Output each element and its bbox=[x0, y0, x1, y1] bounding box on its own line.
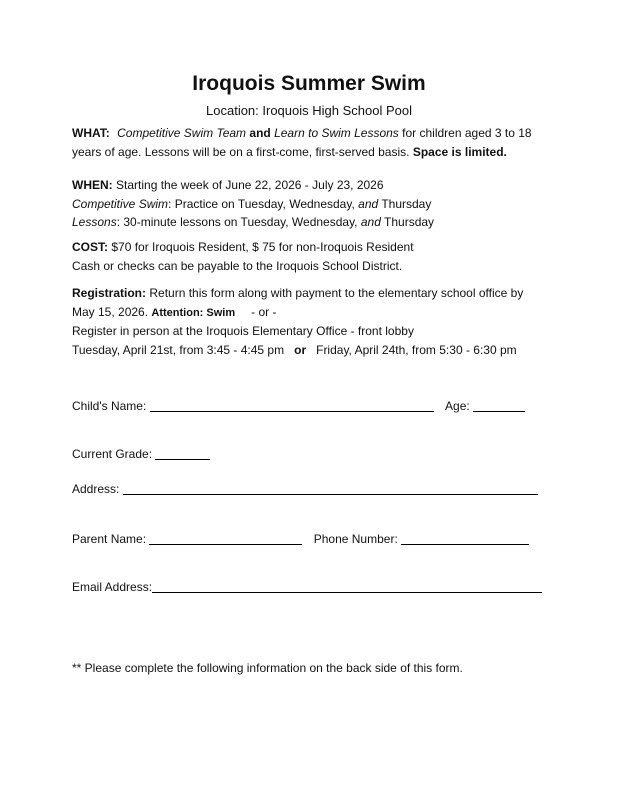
registration-or-divider: - or - bbox=[251, 304, 277, 319]
registration-in-person-text: Register in person at the Iroquois Elementary Office - front lobby bbox=[72, 324, 414, 338]
when-line-2 bbox=[72, 195, 544, 214]
when-line-3 bbox=[72, 213, 544, 232]
phone-number-label: Phone Number: bbox=[313, 532, 398, 546]
address-label: Address: bbox=[72, 482, 120, 496]
registration-line-2 bbox=[72, 303, 544, 323]
email-blank-line bbox=[152, 580, 542, 593]
page-title: Iroquois Summer Swim bbox=[192, 72, 426, 95]
age-label: Age: bbox=[445, 399, 470, 413]
when-lessons-day: Thursday bbox=[384, 215, 435, 229]
cost-line-2 bbox=[72, 257, 544, 276]
email-row bbox=[72, 580, 542, 594]
email-address-label: Email Address: bbox=[72, 580, 153, 594]
current-grade-row bbox=[72, 447, 210, 461]
registration-deadline: May 15, 2026. bbox=[72, 304, 149, 319]
parent-name-label: Parent Name: bbox=[72, 532, 147, 546]
when-swim-day: Thursday bbox=[381, 196, 432, 211]
parent-name-blank-line bbox=[149, 532, 302, 545]
cost-payment-note: Cash or checks can be payable to the Iroquois School District. bbox=[72, 258, 403, 273]
what-line-1 bbox=[72, 124, 544, 143]
cost-line-1 bbox=[72, 238, 544, 257]
address-row bbox=[72, 482, 538, 496]
registration-line-3 bbox=[72, 322, 544, 341]
registration-line-4 bbox=[72, 341, 544, 360]
what-label: WHAT: bbox=[72, 126, 110, 140]
what-space-limited: Space is limited. bbox=[412, 144, 507, 159]
what-lessons: Learn to Swim Lessons bbox=[274, 126, 399, 140]
current-grade-label: Current Grade: bbox=[72, 447, 153, 461]
what-and: and bbox=[249, 126, 271, 140]
when-swim-text: : Practice on Tuesday, Wednesday, bbox=[168, 196, 355, 211]
what-section bbox=[72, 124, 544, 161]
address-blank-line bbox=[123, 482, 538, 495]
what-line2-text: years of age. Lessons will be on a first-come, first-served basis. bbox=[72, 144, 410, 159]
child-name-row bbox=[72, 399, 525, 413]
child-name-label: Child's Name: bbox=[72, 399, 147, 413]
what-team: Competitive Swim Team bbox=[117, 126, 247, 140]
cost-section bbox=[72, 238, 544, 275]
parent-row bbox=[72, 532, 529, 546]
what-line1-rest: for children aged 3 to 18 bbox=[402, 126, 532, 140]
registration-return-text: Return this form along with payment to the elementary school office by bbox=[149, 286, 524, 300]
age-blank-line bbox=[473, 399, 525, 412]
registration-line-1 bbox=[72, 284, 544, 303]
when-dates: Starting the week of June 22, 2026 - July 23, 2026 bbox=[116, 178, 384, 192]
back-side-footnote: ** Please complete the following information on the back side of this form. bbox=[72, 661, 463, 675]
when-label: WHEN: bbox=[72, 178, 113, 192]
registration-section bbox=[72, 284, 544, 359]
when-section bbox=[72, 176, 544, 232]
location-subtitle: Location: Iroquois High School Pool bbox=[206, 103, 412, 118]
phone-number-blank-line bbox=[401, 532, 529, 545]
when-lessons-and: and bbox=[360, 215, 381, 229]
registration-option-1: Tuesday, April 21st, from 3:45 - 4:45 pm bbox=[72, 342, 285, 357]
cost-label: COST: bbox=[72, 240, 108, 254]
cost-amounts: $70 for Iroquois Resident, $ 75 for non-Iroquois Resident bbox=[111, 240, 414, 254]
registration-option-2: Friday, April 24th, from 5:30 - 6:30 pm bbox=[316, 342, 517, 357]
current-grade-blank-line bbox=[155, 447, 210, 460]
when-lessons-text: : 30-minute lessons on Tuesday, Wednesday, bbox=[116, 215, 358, 229]
registration-attention: Attention: Swim bbox=[151, 306, 236, 319]
when-swim-label: Competitive Swim bbox=[72, 196, 169, 211]
registration-or: or bbox=[294, 342, 307, 357]
when-swim-and: and bbox=[358, 196, 379, 211]
when-line-1 bbox=[72, 176, 544, 195]
what-line-2 bbox=[72, 143, 544, 162]
when-lessons-label: Lessons bbox=[72, 215, 117, 229]
registration-label: Registration: bbox=[72, 286, 147, 300]
child-name-blank-line bbox=[150, 399, 434, 412]
